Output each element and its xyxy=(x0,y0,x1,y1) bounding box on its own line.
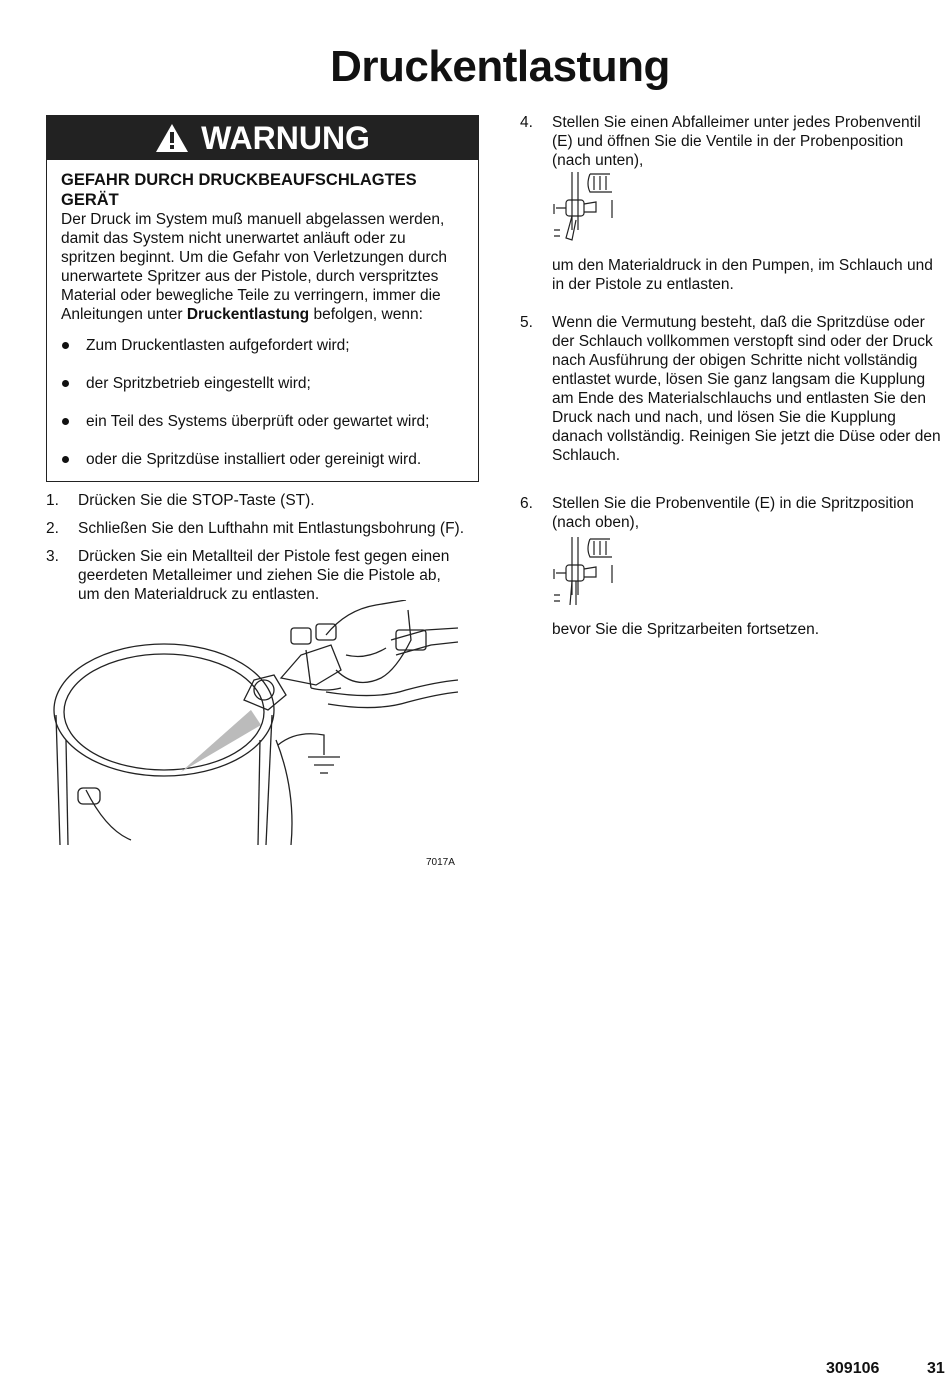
valve-open-illustration xyxy=(550,170,616,250)
spray-gun-bucket-illustration xyxy=(46,600,466,850)
warning-text-part: befolgen, wenn: xyxy=(309,306,423,323)
warning-subheading: GEFAHR DURCH DRUCKBEAUFSCHLAGTES GERÄT xyxy=(61,171,417,209)
step-text: Schließen Sie den Lufthahn mit Entlastungsbohrung (F). xyxy=(78,520,465,537)
document-number: 309106 xyxy=(826,1360,880,1377)
step-text: Wenn die Vermutung besteht, daß die Spritzdüse oder der Schlauch vollkommen verstopft sind oder der Druck nach Ausführung der obigen Schritte nicht vollständig entlastet wurde, lösen Sie ganz langsam die Kupplung am Ende des Materialschlauchs und entlasten Sie den Druck nach und nach, und lösen Sie die Kupplung danach vollständig. Reinigen Sie jetzt die Düse oder den Schlauch. xyxy=(552,314,941,464)
warning-text-bold: Druckentlastung xyxy=(186,306,310,323)
warning-bullet: ein Teil des Systems überprüft oder gewartet wird; xyxy=(61,412,464,431)
step-text: Stellen Sie einen Abfalleimer unter jedes Probenventil (E) und öffnen Sie die Ventile in der Probenposition (nach unten), xyxy=(552,114,921,169)
warning-box xyxy=(46,115,479,482)
step-number: 4. xyxy=(520,114,533,131)
step-number: 5. xyxy=(520,314,533,331)
step-text: Drücken Sie die STOP-Taste (ST). xyxy=(78,492,315,509)
step-text: Stellen Sie die Probenventile (E) in die Spritzposition (nach oben), xyxy=(552,495,914,531)
step-number: 6. xyxy=(520,495,533,512)
warning-text xyxy=(61,210,464,324)
step-2 xyxy=(46,519,476,538)
step-4-continued xyxy=(552,256,947,294)
step-3 xyxy=(46,547,464,604)
warning-triangle-icon xyxy=(155,123,189,153)
step-6 xyxy=(520,494,945,532)
step-number: 1. xyxy=(46,492,59,509)
step-text: bevor Sie die Spritzarbeiten fortsetzen. xyxy=(552,621,820,638)
warning-bullet: oder die Spritzdüse installiert oder gereinigt wird. xyxy=(61,450,464,469)
step-5 xyxy=(520,313,945,465)
step-6-continued xyxy=(552,620,947,639)
step-text: um den Materialdruck in den Pumpen, im Schlauch und in der Pistole zu entlasten. xyxy=(552,257,933,293)
warning-text-part: Der Druck im System muß manuell abgelassen werden, damit das System nicht unerwartet anläuft oder zu spritzen beginnt. Um die Gefahr von Verletzungen durch unerwartete Spritzer aus der Pistole, durch verspritztes Material oder bewegliche Teile zu verringern, immer die Anleitungen unter xyxy=(61,211,448,323)
step-4 xyxy=(520,113,945,170)
warning-bullet-list xyxy=(61,336,464,469)
warning-bullet: Zum Druckentlasten aufgefordert wird; xyxy=(61,336,464,355)
step-1 xyxy=(46,491,476,510)
figure-label: 7017A xyxy=(426,857,455,868)
warning-header xyxy=(47,116,478,160)
warning-header-label: WARNUNG xyxy=(201,119,370,156)
step-text: Drücken Sie ein Metallteil der Pistole fest gegen einen geerdeten Metalleimer und ziehen Sie die Pistole ab, um den Materialdruck zu entlasten. xyxy=(78,548,450,603)
warning-bullet: der Spritzbetrieb eingestellt wird; xyxy=(61,374,464,393)
valve-closed-illustration xyxy=(550,535,616,615)
page-title: Druckentlastung xyxy=(330,42,670,91)
step-number: 3. xyxy=(46,548,59,565)
page-number: 31 xyxy=(927,1360,945,1377)
step-number: 2. xyxy=(46,520,59,537)
